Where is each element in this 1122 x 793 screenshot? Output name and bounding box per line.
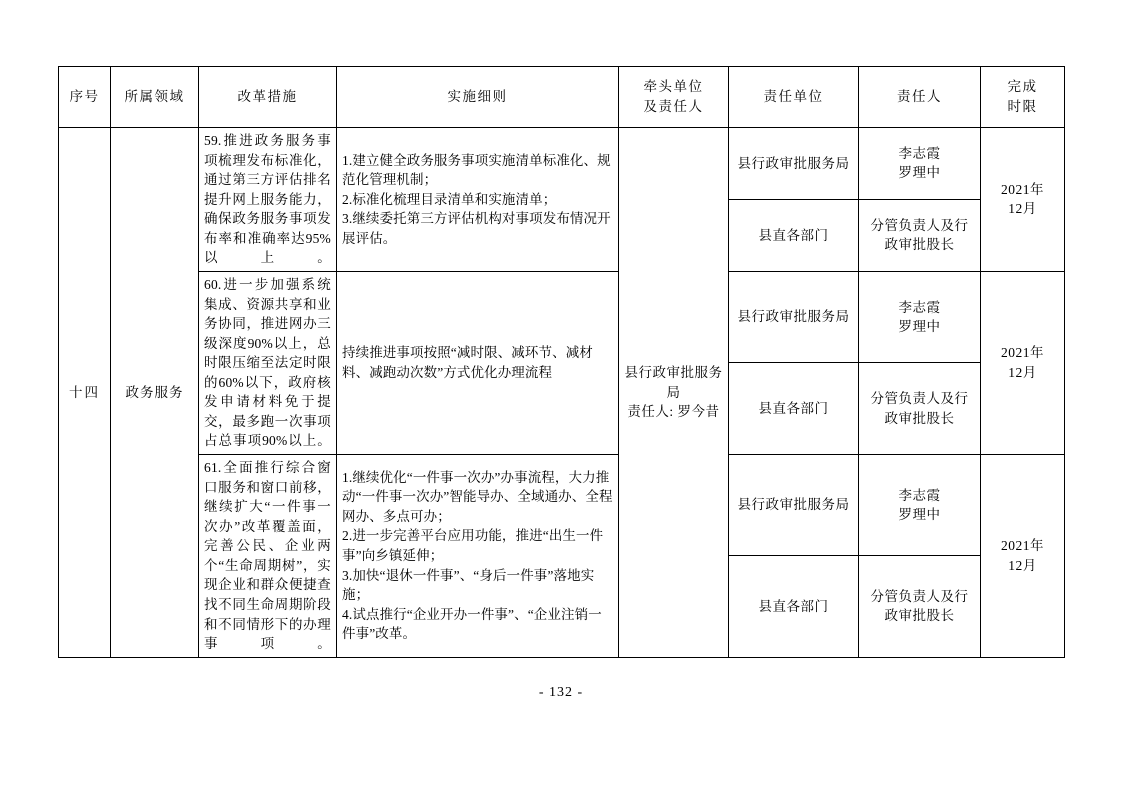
deadline-line: 2021年 bbox=[1001, 345, 1044, 361]
table-row bbox=[59, 128, 1065, 200]
cell-measure-60: 60.进一步加强系统集成、资源共享和业务协同，推进网办三级深度90%以上，总时限压缩至法定时限的60%以下，政府核发申请材料免于提交，最多跑一次事项占总事项90%以上。 bbox=[199, 271, 337, 454]
header-deadline-line1: 完成 bbox=[1007, 79, 1038, 95]
lead-unit-person: 责任人: 罗今昔 bbox=[627, 404, 720, 420]
resp-person-line: 罗理中 bbox=[898, 507, 941, 523]
resp-person-line: 分管负责人及行 bbox=[870, 217, 969, 233]
cell-lead-unit bbox=[619, 128, 729, 658]
header-deadline bbox=[981, 67, 1065, 128]
header-lead-unit-line1: 牵头单位 bbox=[643, 79, 704, 95]
header-lead-unit bbox=[619, 67, 729, 128]
rule-line: 3.加快“退休一件事”、“身后一件事”落地实施； bbox=[342, 567, 595, 603]
header-resp-unit: 责任单位 bbox=[729, 67, 859, 128]
cell-deadline bbox=[981, 128, 1065, 272]
cell-measure-61: 61.全面推行综合窗口服务和窗口前移，继续扩大“一件事一次办”改革覆盖面，完善公民、企业两个“生命周期树”，实现企业和群众便捷查找不同生命周期阶段和不同情形下的办理事项。 bbox=[199, 455, 337, 658]
cell-deadline bbox=[981, 271, 1065, 454]
rule-line: 3.继续委托第三方评估机构对事项发布情况开展评估。 bbox=[342, 211, 611, 246]
page-number: - 132 - bbox=[538, 685, 584, 700]
header-resp-person: 责任人 bbox=[859, 67, 981, 128]
resp-person-line: 罗理中 bbox=[898, 319, 941, 335]
resp-person-line: 政审批股长 bbox=[884, 608, 955, 624]
table-header bbox=[59, 67, 1065, 128]
cell-resp-person bbox=[859, 199, 981, 271]
table-header-row bbox=[59, 67, 1065, 128]
cell-resp-person bbox=[859, 556, 981, 657]
rule-line: 2.进一步完善平台应用功能，推进“出生一件事”向乡镇延伸； bbox=[342, 528, 604, 564]
cell-resp-unit: 县行政审批服务局 bbox=[729, 271, 859, 363]
resp-person-line: 政审批股长 bbox=[884, 410, 955, 426]
rule-line: 持续推进事项按照“减时限、减环节、减材料、减跑动次数”方式优化办理流程 bbox=[342, 345, 593, 380]
resp-person-line: 罗理中 bbox=[898, 165, 941, 181]
deadline-line: 12月 bbox=[1008, 201, 1037, 217]
rule-line: 2.标准化梳理目录清单和实施清单； bbox=[342, 191, 557, 207]
header-field: 所属领域 bbox=[111, 67, 199, 128]
resp-person-line: 李志霞 bbox=[898, 145, 941, 161]
lead-unit-name: 县行政审批服务局 bbox=[624, 364, 723, 400]
rule-line: 4.试点推行“企业开办一件事”、“企业注销一件事”改革。 bbox=[342, 606, 602, 642]
header-lead-unit-line2: 及责任人 bbox=[643, 99, 704, 114]
table-row bbox=[59, 271, 1065, 363]
cell-rules-61 bbox=[337, 455, 619, 658]
cell-resp-person bbox=[859, 363, 981, 455]
cell-resp-person bbox=[859, 128, 981, 200]
resp-person-line: 李志霞 bbox=[898, 299, 941, 315]
cell-resp-unit: 县直各部门 bbox=[729, 199, 859, 271]
header-measure: 改革措施 bbox=[199, 67, 337, 128]
header-rules: 实施细则 bbox=[337, 67, 619, 128]
cell-resp-person bbox=[859, 455, 981, 556]
header-deadline-line2: 时限 bbox=[1007, 99, 1038, 114]
deadline-line: 2021年 bbox=[1001, 181, 1044, 197]
rule-line: 1.继续优化“一件事一次办”办事流程，大力推动“一件事一次办”智能导办、全域通办、全程网办、多点可办； bbox=[342, 469, 613, 524]
cell-resp-person bbox=[859, 271, 981, 363]
resp-person-line: 分管负责人及行 bbox=[870, 588, 969, 604]
cell-resp-unit: 县直各部门 bbox=[729, 363, 859, 455]
cell-measure-59: 59.推进政务服务事项梳理发布标准化，通过第三方评估排名提升网上服务能力，确保政务服务事项发布率和准确率达95%以上。 bbox=[199, 128, 337, 272]
table-body bbox=[59, 128, 1065, 658]
cell-rules-60 bbox=[337, 271, 619, 454]
resp-person-line: 李志霞 bbox=[898, 487, 941, 503]
cell-rules-59 bbox=[337, 128, 619, 272]
cell-resp-unit: 县行政审批服务局 bbox=[729, 128, 859, 200]
resp-person-line: 分管负责人及行 bbox=[870, 391, 969, 407]
cell-sequence: 十四 bbox=[59, 128, 111, 658]
cell-resp-unit: 县直各部门 bbox=[729, 556, 859, 657]
table-row bbox=[59, 455, 1065, 556]
reform-measures-table bbox=[58, 66, 1065, 658]
deadline-line: 12月 bbox=[1008, 364, 1037, 380]
header-seq: 序号 bbox=[59, 67, 111, 128]
deadline-line: 12月 bbox=[1008, 557, 1037, 573]
resp-person-line: 政审批股长 bbox=[884, 237, 955, 253]
rule-line: 1.建立健全政务服务事项实施清单标准化、规范化管理机制； bbox=[342, 152, 611, 188]
cell-deadline bbox=[981, 455, 1065, 658]
cell-field: 政务服务 bbox=[111, 128, 199, 658]
deadline-line: 2021年 bbox=[1001, 538, 1044, 554]
cell-resp-unit: 县行政审批服务局 bbox=[729, 455, 859, 556]
